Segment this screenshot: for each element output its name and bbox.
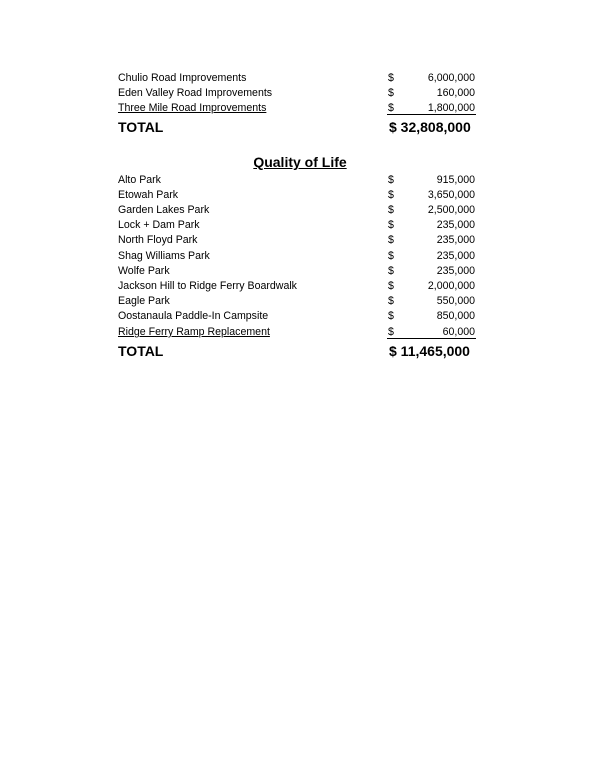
line-item-label: Lock + Dam Park (118, 219, 200, 231)
total-label: TOTAL (118, 343, 164, 359)
line-item-label: Three Mile Road Improvements (118, 102, 267, 114)
line-item-row (118, 325, 478, 340)
line-item-row (118, 203, 478, 218)
currency-symbol: $ (388, 326, 394, 338)
subtotal-rule (387, 114, 476, 115)
line-item-row (118, 71, 478, 86)
line-item-row (118, 173, 478, 188)
currency-symbol: $ (388, 295, 394, 307)
currency-symbol: $ (388, 174, 394, 186)
line-item-row (118, 294, 478, 309)
line-item-label: Garden Lakes Park (118, 204, 210, 216)
total-row (118, 341, 478, 361)
line-item-amount: 3,650,000 (427, 189, 475, 201)
line-item-amount: 915,000 (436, 174, 475, 186)
line-item-row (118, 101, 478, 116)
line-item-amount: 2,500,000 (427, 204, 475, 216)
line-item-label: North Floyd Park (118, 234, 198, 246)
line-item-amount: 550,000 (436, 295, 475, 307)
line-item-label: Eden Valley Road Improvements (118, 87, 273, 99)
currency-symbol: $ (388, 219, 394, 231)
currency-symbol: $ (388, 250, 394, 262)
line-item-amount: 235,000 (436, 219, 475, 231)
line-item-amount: 160,000 (436, 87, 475, 99)
line-item-label: Eagle Park (118, 295, 170, 307)
line-item-label: Wolfe Park (118, 265, 170, 277)
line-item-amount: 235,000 (436, 234, 475, 246)
line-item-row (118, 309, 478, 324)
line-item-amount: 235,000 (436, 265, 475, 277)
currency-symbol: $ (388, 234, 394, 246)
total-label: TOTAL (118, 119, 164, 135)
total-row (118, 117, 478, 137)
currency-symbol: $ (388, 280, 394, 292)
line-item-label: Etowah Park (118, 189, 179, 201)
currency-symbol: $ (388, 72, 394, 84)
currency-symbol: $ (388, 87, 394, 99)
line-item-row (118, 264, 478, 279)
line-item-label: Alto Park (118, 174, 161, 186)
line-item-amount: 1,800,000 (427, 102, 475, 114)
section-title: Quality of Life (253, 154, 347, 170)
line-item-amount: 60,000 (442, 326, 475, 338)
subtotal-rule (387, 338, 476, 339)
total-amount: $ 11,465,000 (389, 343, 470, 359)
line-item-amount: 2,000,000 (427, 280, 475, 292)
line-item-row (118, 249, 478, 264)
line-item-row (118, 233, 478, 248)
line-item-amount: 850,000 (436, 310, 475, 322)
line-item-label: Oostanaula Paddle-In Campsite (118, 310, 269, 322)
line-item-label: Ridge Ferry Ramp Replacement (118, 326, 270, 338)
line-item-amount: 235,000 (436, 250, 475, 262)
line-item-row (118, 86, 478, 101)
line-item-row (118, 188, 478, 203)
currency-symbol: $ (388, 310, 394, 322)
line-item-row (118, 279, 478, 294)
currency-symbol: $ (388, 102, 394, 114)
total-amount: $ 32,808,000 (389, 119, 471, 135)
line-item-label: Chulio Road Improvements (118, 72, 247, 84)
currency-symbol: $ (388, 189, 394, 201)
line-item-row (118, 218, 478, 233)
line-item-amount: 6,000,000 (427, 72, 475, 84)
currency-symbol: $ (388, 204, 394, 216)
line-item-label: Jackson Hill to Ridge Ferry Boardwalk (118, 280, 297, 292)
line-item-label: Shag Williams Park (118, 250, 210, 262)
currency-symbol: $ (388, 265, 394, 277)
